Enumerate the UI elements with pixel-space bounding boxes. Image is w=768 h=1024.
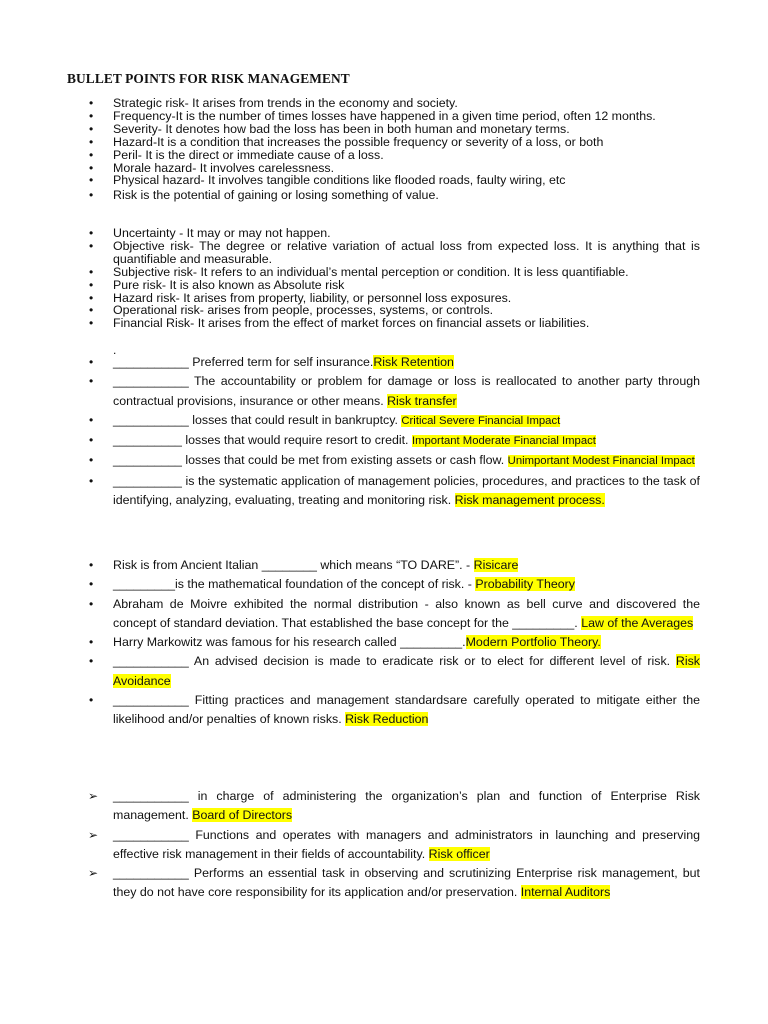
bullet-icon: •	[89, 558, 94, 572]
bullet-icon: •	[89, 147, 94, 162]
arrow-bullet-icon: ➢	[88, 789, 99, 803]
bullet-icon: •	[89, 316, 94, 331]
definitions-list-1	[0, 97, 768, 202]
list-item: • ___________ losses that could result in bankruptcy. Critical Severe Financial Impact	[0, 411, 768, 431]
bullet-icon: •	[89, 108, 94, 123]
list-item: • Peril- It is the direct or immediate cause of a loss.	[89, 147, 384, 162]
answer-highlight: Important Moderate Financial Impact	[411, 435, 596, 448]
list-item: • Pure risk- It is also known as Absolute risk	[89, 277, 345, 292]
list-item: • Subjective risk- It refers to an individual’s mental perception or condition. It is less quantifiable.	[89, 264, 629, 279]
bullet-icon: •	[89, 596, 94, 611]
answer-highlight: Risk Reduction	[345, 712, 429, 727]
answer-highlight: Unimportant Modest Financial Impact	[507, 455, 695, 468]
bullet-icon: •	[89, 303, 94, 318]
answer-highlight: Risk Retention	[373, 355, 454, 369]
bullet-icon: •	[89, 121, 94, 136]
list-item: • Strategic risk- It arises from trends in the economy and society.	[89, 96, 458, 110]
roles-list	[0, 787, 768, 903]
bullet-icon: •	[89, 264, 94, 279]
list-item: • Physical hazard- It involves tangible conditions like flooded roads, faulty wiring, etc	[89, 173, 566, 188]
answer-highlight: Risk transfer	[387, 393, 457, 408]
answer-highlight: Modern Portfolio Theory.	[465, 635, 601, 650]
answer-highlight: Risk management process.	[454, 493, 605, 508]
list-item: • Operational risk- arises from people, processes, systems, or controls.	[89, 303, 494, 318]
list-item: • ___________ The accountability or problem for damage or loss is reallocated to another party through contractual provisions, insurance or other means. Risk transfer	[89, 374, 700, 408]
bullet-icon: •	[89, 433, 94, 448]
bullet-icon: •	[89, 290, 94, 305]
bullet-icon: •	[89, 693, 94, 708]
answer-highlight: Risicare	[473, 558, 519, 572]
bullet-icon: •	[89, 654, 94, 669]
list-item: • ___________ Preferred term for self insurance.Risk Retention	[0, 353, 768, 372]
answer-highlight: Risk Avoidance	[113, 654, 700, 688]
list-item: ➢ ___________ in charge of administering the organization’s plan and function of Enterprise Risk management. Board of Directors	[88, 789, 700, 823]
bullet-icon: •	[89, 355, 94, 369]
answer-highlight: Internal Auditors	[520, 885, 611, 900]
bullet-icon: •	[89, 188, 94, 203]
bullet-icon: •	[89, 160, 94, 175]
list-item: • ___________ Fitting practices and management standardsare carefully operated to mitigate either the likelihood and/or penalties of known risks. Risk Reduction	[89, 693, 700, 727]
list-item: • Risk is the potential of gaining or losing something of value.	[89, 188, 439, 203]
bullet-icon: •	[89, 453, 94, 468]
list-item: • __________ losses that would require resort to credit. Important Moderate Financial Impact	[0, 431, 768, 451]
bullet-icon: •	[89, 635, 94, 650]
arrow-bullet-icon: ➢	[88, 827, 99, 842]
bullet-icon: •	[89, 473, 94, 488]
list-item: • ___________ An advised decision is made to eradicate risk or to elect for different level of risk. Risk Avoidance	[89, 654, 700, 688]
list-item: • Harry Markowitz was famous for his research called _________.Modern Portfolio Theory.	[0, 633, 768, 652]
answer-highlight: Risk officer	[428, 846, 490, 861]
bullet-icon: •	[89, 374, 94, 389]
definitions-list-2	[0, 227, 768, 330]
bullet-icon: •	[89, 134, 94, 149]
list-item: • Financial Risk- It arises from the effect of market forces on financial assets or liabilities.	[89, 316, 590, 331]
arrow-bullet-icon: ➢	[88, 866, 99, 881]
page-title: BULLET POINTS FOR RISK MANAGEMENT	[67, 71, 350, 86]
bullet-icon: •	[89, 226, 94, 240]
list-item: • Uncertainty - It may or may not happen.	[89, 226, 331, 240]
answer-highlight: Critical Severe Financial Impact	[401, 414, 561, 427]
bullet-icon: •	[89, 277, 94, 292]
list-item: ➢ ___________ Functions and operates with managers and administrators in launching and preserving effective risk management in their fields of accountability. Risk officer	[88, 827, 700, 861]
bullet-icon: •	[89, 238, 94, 253]
bullet-icon: •	[89, 96, 94, 110]
stray-period: .	[113, 343, 117, 357]
bullet-icon: •	[89, 412, 94, 427]
fill-in-list-1	[0, 353, 768, 510]
answer-highlight: Probability Theory	[475, 577, 575, 592]
list-item: • __________ is the systematic application of management policies, procedures, and practices to the task of identifying, analyzing, evaluating, treating and monitoring risk. Risk management process.	[89, 473, 700, 508]
list-item: • __________ losses that could be met from existing assets or cash flow. Unimportant Modest Financial Impact	[0, 451, 768, 471]
list-item: • Objective risk- The degree or relative variation of actual loss from expected loss. It is anything that is quantifiable and measurable.	[89, 238, 700, 266]
list-item: • Hazard risk- It arises from property, liability, or personnel loss exposures.	[89, 290, 512, 305]
list-item: • Morale hazard- It involves carelessness.	[89, 160, 335, 175]
answer-highlight: Board of Directors	[192, 808, 293, 823]
answer-highlight: Law of the Averages	[581, 615, 694, 630]
list-item: • Frequency-It is the number of times losses have happened in a given time period, often 12 months.	[89, 108, 656, 123]
fill-in-list-2	[0, 556, 768, 730]
bullet-icon: •	[89, 173, 94, 188]
list-item: ➢ ___________ Performs an essential task in observing and scrutinizing Enterprise risk management, but they do not have core responsibility for its application and/or preservation. Internal Auditors	[88, 866, 700, 900]
list-item: • Hazard-It is a condition that increases the possible frequency or severity of a loss, or both	[89, 134, 604, 149]
bullet-icon: •	[89, 577, 94, 592]
list-item: • Abraham de Moivre exhibited the normal distribution - also known as bell curve and discovered the concept of standard deviation. That established the base concept for the _________. Law of the Averages	[89, 596, 700, 630]
list-item: • _________is the mathematical foundation of the concept of risk. - Probability Theory	[0, 575, 768, 594]
list-item: • Risk is from Ancient Italian ________ which means “TO DARE”. - Risicare	[0, 556, 768, 575]
list-item: • Severity- It denotes how bad the loss has been in both human and monetary terms.	[89, 121, 570, 136]
